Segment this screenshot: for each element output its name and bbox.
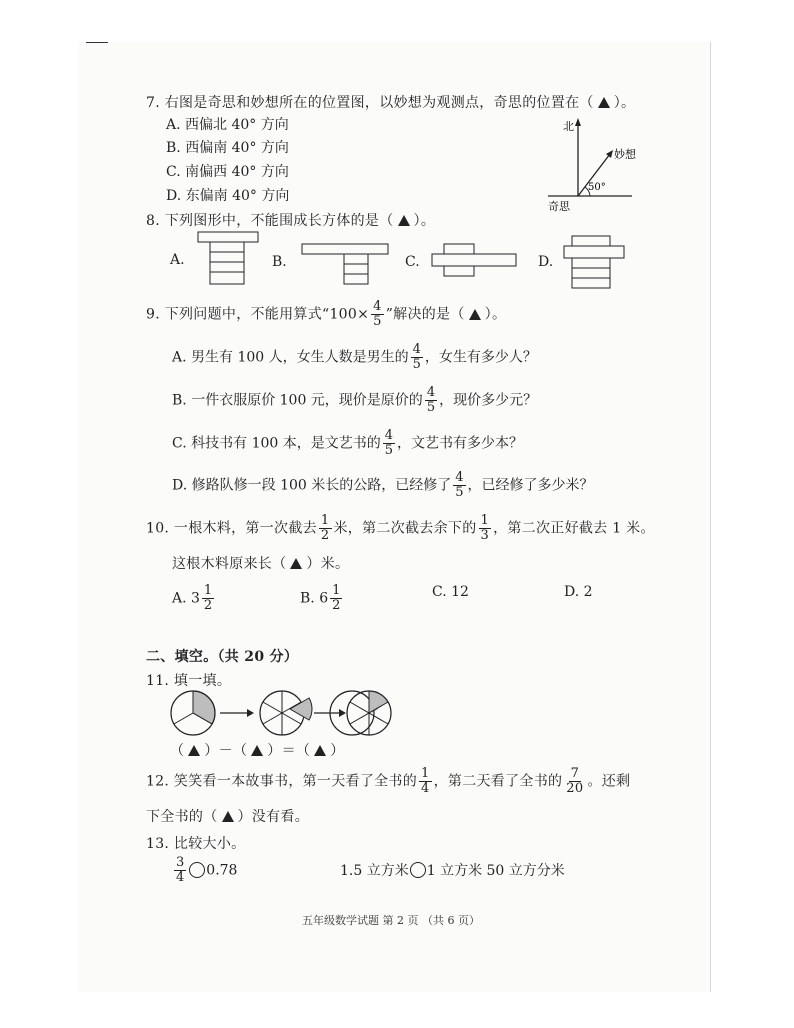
angle-label: 50°	[588, 182, 606, 193]
circle-thirds	[171, 691, 215, 735]
equals-sign: ＝	[281, 743, 296, 759]
paren: ）	[267, 743, 282, 759]
fraction	[479, 514, 492, 543]
q13-item-1	[172, 856, 237, 885]
q9-stem	[146, 300, 506, 329]
q12-text: 12. 笑笑看一本故事书，第一天看了全书的	[146, 773, 418, 790]
answer-triangle-icon	[251, 745, 263, 756]
q7-stem-text: 7. 右图是奇思和妙想所在的位置图，以妙想为观测点，奇思的位置在（	[146, 95, 594, 111]
section-2-title: 二、填空。（共 20 分）	[146, 649, 299, 665]
paren: （	[295, 743, 311, 759]
circle-sixths-pulled	[260, 691, 312, 735]
q8-net-c	[430, 242, 520, 282]
q8-net-d	[562, 234, 628, 290]
q11-circle-result	[344, 688, 394, 738]
q13-stem: 13. 比较大小。	[146, 836, 246, 852]
fraction	[202, 584, 214, 613]
denominator: 2	[203, 598, 213, 613]
q13-item-2	[340, 860, 565, 880]
q10-stem	[146, 514, 655, 543]
q9-option-d	[172, 471, 594, 500]
paren: （	[170, 743, 185, 759]
q7-position-figure	[540, 114, 650, 214]
q7-stem	[146, 92, 635, 112]
fraction	[564, 767, 585, 796]
option-text: ，女生有多少人？	[424, 349, 537, 366]
q10-option-a	[172, 584, 216, 613]
q7-option-d: D. 东偏南 40° 方向	[166, 188, 290, 204]
fraction	[419, 767, 432, 796]
q8-label-a: A.	[170, 252, 185, 268]
q12-text: 。还剩	[587, 773, 631, 790]
option-text: ，文艺书有多少本？	[397, 435, 524, 452]
q7-option-b: B. 西偏南 40° 方向	[166, 140, 289, 156]
answer-triangle-icon	[398, 215, 410, 226]
q7-stem-end: ）。	[613, 95, 636, 111]
paren: ）	[330, 743, 345, 759]
denominator: 5	[455, 485, 464, 500]
q8-label-d: D.	[538, 254, 554, 270]
page-footer: 五年级数学试题 第 2 页 （共 6 页）	[302, 914, 480, 927]
q8-label-c: C.	[405, 254, 420, 270]
q11-equation	[170, 740, 345, 760]
qisi-label: 奇思	[548, 200, 570, 213]
answer-triangle-icon	[469, 309, 481, 320]
denominator: 3	[480, 528, 490, 543]
q8-label-b: B.	[272, 254, 287, 270]
numerator: 1	[480, 513, 490, 528]
numerator: 4	[426, 385, 436, 400]
fraction	[383, 429, 395, 458]
q7-option-a: A. 西偏北 40° 方向	[166, 117, 289, 133]
option-text: B. 6	[300, 590, 329, 607]
fraction	[319, 514, 332, 543]
denominator: 2	[332, 598, 341, 613]
q9-stem-mid: ”解决的是（	[385, 306, 465, 323]
scan-edge-line	[86, 42, 108, 43]
q13-value: 1 立方米 50 立方分米	[426, 863, 565, 879]
option-text: B. 一件衣服原价 100 元，现价是原价的	[172, 392, 423, 409]
denominator: 4	[421, 781, 430, 796]
option-text: D. 修路队修一段 100 米长的公路，已经修了	[172, 477, 452, 494]
fraction	[371, 300, 384, 329]
paren: （	[232, 743, 248, 759]
answer-triangle-icon	[188, 745, 200, 756]
q12-text: ，第二天看了全书的	[433, 773, 563, 790]
q12-text: ）没有看。	[237, 809, 309, 825]
fraction	[425, 386, 437, 415]
option-text: ，已经修了多少米？	[467, 477, 594, 494]
north-arrow-icon	[575, 118, 581, 126]
q12-text: 下全书的（	[146, 809, 218, 825]
q13-value: 1.5 立方米	[340, 863, 409, 879]
q11-stem: 11. 填一填。	[146, 673, 232, 689]
answer-triangle-icon	[314, 745, 326, 756]
q9-option-a	[172, 343, 537, 372]
denominator: 5	[412, 357, 421, 372]
fraction	[411, 343, 423, 372]
numerator: 7	[570, 766, 580, 781]
q12-stem-line2	[146, 806, 309, 826]
q10-text: 这根木料原来长（	[172, 556, 287, 572]
north-label: 北	[563, 120, 574, 133]
option-text: A. 男生有 100 人，女生人数是男生的	[172, 349, 409, 366]
numerator: 1	[421, 766, 430, 781]
q8-stem	[146, 210, 435, 230]
denominator: 5	[384, 443, 394, 458]
q10-text: ，第二次正好截去 1 米。	[493, 520, 655, 537]
q8-stem-end: ）。	[413, 213, 436, 229]
minus-sign: －	[218, 743, 233, 759]
q8-stem-text: 8. 下列图形中，不能围成长方体的是（	[146, 213, 394, 229]
denominator: 2	[320, 528, 330, 543]
q10-option-c: C. 12	[432, 584, 469, 600]
q9-option-c	[172, 429, 523, 458]
miaoxiang-label: 妙想	[614, 148, 636, 161]
q10-text: 10. 一根木料，第一次截去	[146, 520, 317, 537]
compare-circle-input[interactable]	[189, 862, 205, 878]
numerator: 1	[203, 583, 213, 598]
numerator: 1	[320, 513, 330, 528]
answer-triangle-icon	[290, 558, 302, 569]
denominator: 4	[176, 870, 185, 885]
denominator: 5	[373, 314, 382, 329]
q10-stem-line2	[172, 553, 349, 573]
option-text: C. 科技书有 100 本，是文艺书的	[172, 435, 381, 452]
q10-option-b	[300, 584, 344, 613]
q13-value: 0.78	[206, 862, 238, 879]
answer-triangle-icon	[598, 97, 610, 108]
q7-option-c: C. 南偏西 40° 方向	[166, 164, 289, 180]
q8-net-b	[300, 240, 392, 288]
numerator: 4	[384, 428, 394, 443]
numerator: 4	[373, 299, 382, 314]
answer-triangle-icon	[222, 811, 234, 822]
q9-stem-end: ）。	[484, 306, 507, 323]
paren: ）	[204, 743, 219, 759]
q10-option-d: D. 2	[564, 584, 593, 600]
numerator: 4	[455, 470, 464, 485]
option-text: A. 3	[172, 590, 200, 607]
fraction	[453, 471, 465, 500]
q12-stem	[146, 767, 630, 796]
option-text: ，现价多少元？	[439, 392, 538, 409]
q8-net-a	[196, 230, 262, 288]
q9-option-b	[172, 386, 537, 415]
denominator: 5	[426, 400, 436, 415]
fraction	[174, 856, 186, 885]
numerator: 1	[332, 583, 341, 598]
numerator: 4	[412, 342, 421, 357]
fraction	[330, 584, 342, 613]
compare-circle-input[interactable]	[410, 862, 426, 878]
q9-stem-text: 9. 下列问题中，不能用算式“100×	[146, 306, 370, 323]
q10-text: ）米。	[306, 556, 350, 572]
arrow-right-icon	[247, 709, 254, 717]
numerator: 3	[176, 855, 185, 870]
denominator: 20	[566, 781, 584, 796]
q10-text: 米，第二次截去余下的	[333, 520, 477, 537]
